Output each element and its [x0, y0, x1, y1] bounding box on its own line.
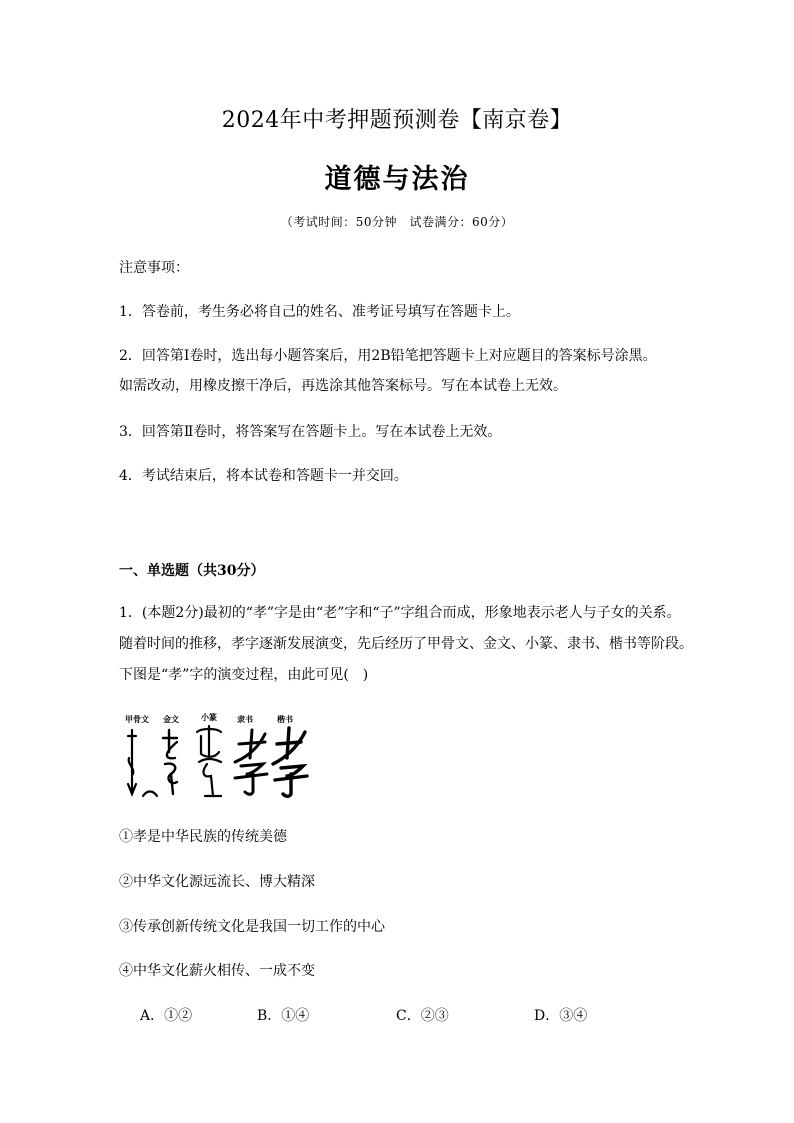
figure-label-bronze: 金文 [163, 714, 179, 724]
question-1-line-1: 1．(本题2分)最初的“孝”字是由“老”字和“子”字组合而成，形象地表示老人与子女的关系。 [119, 605, 681, 621]
figure-label-oracle: 甲骨文 [125, 714, 149, 724]
xiao-character-evolution-figure [121, 712, 311, 802]
option-d[interactable]: D．③④ [534, 1008, 588, 1024]
note-item-3: 3．回答第Ⅱ卷时，将答案写在答题卡上。写在本试卷上无效。 [119, 424, 502, 440]
statement-3: ③传承创新传统文化是我国一切工作的中心 [119, 919, 385, 935]
question-1-line-2: 随着时间的推移，孝字逐渐发展演变，先后经历了甲骨文、金文、小篆、隶书、楷书等阶段。 [119, 636, 693, 652]
exam-info: （考试时间：50分钟 试卷满分：60分） [280, 215, 514, 229]
bronze-glyph [163, 730, 177, 794]
exam-title: 2024年中考押题预测卷【南京卷】 [221, 108, 573, 133]
question-1-line-3: 下图是“孝”字的演变过程，由此可见( ) [119, 667, 369, 683]
small-seal-glyph [197, 726, 221, 796]
oracle-bone-glyph [128, 730, 157, 796]
note-item-2: 2．回答第Ⅰ卷时，选出每小题答案后，用2B铅笔把答题卡上对应题目的答案标号涂黑。 [119, 348, 657, 364]
note-item-1: 1．答卷前，考生务必将自己的姓名、准考证号填写在答题卡上。 [119, 304, 520, 320]
regular-glyph [273, 728, 307, 796]
statement-1: ①孝是中华民族的传统美德 [119, 829, 287, 845]
figure-label-clerical: 隶书 [237, 714, 253, 724]
option-c[interactable]: C．②③ [396, 1008, 449, 1024]
subject-title: 道德与法治 [324, 164, 470, 195]
figure-label-seal: 小篆 [201, 712, 217, 722]
note-item-4: 4．考试结束后，将本试卷和答题卡一并交回。 [119, 468, 408, 484]
section-heading: 一、单选题（共30分） [119, 563, 265, 579]
clerical-glyph [235, 730, 267, 794]
note-item-2-cont: 如需改动，用橡皮擦干净后，再选涂其他答案标号。写在本试卷上无效。 [119, 378, 567, 394]
option-a[interactable]: A．①② [140, 1008, 193, 1024]
option-b[interactable]: B．①④ [257, 1008, 310, 1024]
notes-heading: 注意事项： [119, 260, 189, 276]
statement-4: ④中华文化薪火相传、一成不变 [119, 963, 315, 979]
figure-label-regular: 楷书 [277, 714, 293, 724]
statement-2: ②中华文化源远流长、博大精深 [119, 874, 315, 890]
